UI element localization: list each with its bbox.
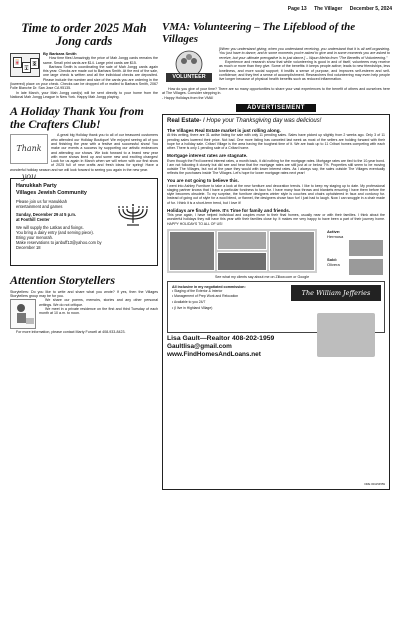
vma-paragraph: How do you give of your time? There are so many opportunities to share your vast experiences to the benefit of others and ourselves here at The Villages. Consider stepping in. <box>162 87 390 96</box>
ad-heading: You are not going to believe this. <box>167 178 239 184</box>
home-photo <box>217 231 267 250</box>
storytellers-paragraph: We share our poems, memoirs, stories and any other personal writings. We do not critique. <box>39 298 158 307</box>
hanukkah-date: Sunday, December 29 at 5 p.m. <box>16 212 76 218</box>
holiday-headline: A Holiday Thank You from the Crafters Club! <box>10 104 144 131</box>
page-number: Page 13 <box>287 6 307 12</box>
vma-article <box>162 22 390 100</box>
commission-item: • (I live in Highland Village) <box>172 306 380 312</box>
hanukkah-line: You bring a dairy entry (and serving piece). <box>16 230 94 236</box>
thank-you-image: Thank you <box>10 134 48 164</box>
brokerage-logo: The William Jefferies <box>291 285 381 301</box>
agent-website: www.FindHomesAndLoans.net <box>167 350 261 358</box>
mahjong-article <box>10 22 158 99</box>
zillow-review-line: See what my clients say about me on Zillow.com or Google <box>215 274 310 279</box>
agent-email: Gaultlisa@gmail.com <box>167 342 232 350</box>
storytellers-article <box>10 274 158 334</box>
ad-heading: Mortgage interest rates are stagnate. <box>167 153 248 159</box>
mahjong-paragraph: How time flies! Amazingly the price of Mah Jongg cards remains the same. Small print cards are $14. Large print cards are $15. <box>43 56 158 65</box>
commission-item: • Staging of the Exterior & Interior <box>172 289 380 295</box>
hanukkah-subtitle: Villages Jewish Community <box>16 189 87 196</box>
storytellers-paragraph: Storytellers: Do you like to write and share what you wrote? If yes, then the Villages Storytellers group may be for you. <box>10 289 158 298</box>
mahjong-byline: By Barbara Smith <box>43 51 77 57</box>
home-photo-collage <box>167 229 317 273</box>
vma-headline: VMA: Volunteering – The Lifeblood of the Villages <box>162 21 356 45</box>
ad-paragraph: I went into Ashley Furniture to take a look at the new furniture and decoration trends. I like to keep my staging up to date. My professional staging partner knows that I have a particular fondness to faux fur. I have many faux throws and blankets ensuring I have them before the style becomes obsolete. To my surprise, the furniture designers winter style is couches and chairs upholstered in faux and corduroy fur. Instead of going out of style for a wool blend, or flannel, the designers chose faux fur! I just had to laugh. Now I can snuggle in a chair made of fur. I think it is a short-term trend, but I love it! <box>167 183 385 205</box>
hanukkah-title: Hanukkah Party <box>16 183 57 190</box>
ad-intro-italic: I Hope your Thanksgiving day was delicious! <box>201 117 322 124</box>
vma-paragraph: Experience and research show that while volunteering is good in and of itself, volunteers may receive as much or more than they give. Some of the benefits: it keeps people active; leads to new friendships, less loneliness, and more social support; it instills a sense of purpose, and improves self-esteem and self-confidence; and they feel a sense of accomplishment. Researchers find volunteering may even help people live longer because of physical health benefits such as reduced inflammation. <box>219 59 390 82</box>
mahjong-tile-icon: 🀄 <box>13 57 22 68</box>
sold-city: Olivera <box>327 261 340 267</box>
mahjong-tiles-image <box>10 53 40 77</box>
advertisement-banner: ADVERTISEMENT <box>236 104 316 112</box>
ad-paragraph: At this writing, there are 31 active listing for sale with only 11 pending sales. Sales have picked up slightly from 2 weeks ago. Only 3 of 11 pending sales lowered their price. Not bad. One more listing has canceled last week as most of the sellers are holding forward with their hope for a holiday sale. Cribari Village is the area having the toughest time of it. We are back up to 11 Cribari homes competing with each other. There is only 1 pending sale of a Cribari home. <box>167 133 385 150</box>
commission-title: All inclusive in my negotiated commission: <box>172 284 246 289</box>
storytellers-paragraph: For more information, please contact Marty Funcell at 408-933-8423. <box>16 330 126 335</box>
storyteller-figure-image <box>10 299 36 329</box>
active-city: Hermosa <box>327 233 344 239</box>
menorah-icon <box>115 201 151 227</box>
issue-date: December 5, 2024 <box>349 6 392 12</box>
volunteer-badge-image <box>162 48 216 86</box>
mahjong-headline: Time to order 2025 Mah Jong cards <box>21 21 147 49</box>
ad-intro-bold: Real Estate- <box>167 117 202 124</box>
real-estate-ad <box>162 114 390 490</box>
mahjong-paragraph: Barbara Smith is coordinating the sale of Mah Jongg cards again this year. Checks are made out to Barbara Smith. At the end of the sale, one large check is written and all the individual checks are deposited. Please include the number and size of the cards you are ordering in the (lowered) place on your check. Checks can be dropped off or mailed to Barbara Smith, 2067 Folle Blanche Dr. San Jose CA 95135. <box>10 64 158 91</box>
hanukkah-line: We will supply the Latkas and fixings. <box>16 225 84 231</box>
hanukkah-notice <box>10 178 158 266</box>
listing-status <box>327 228 385 267</box>
ad-heading: Holidays are finally here. It's Time for family and friends. <box>167 207 291 213</box>
ad-intro <box>167 118 385 125</box>
home-photo <box>217 252 267 271</box>
active-house-photo <box>349 240 383 256</box>
left-column <box>10 22 158 335</box>
page-header <box>250 6 392 16</box>
hanukkah-line: December 18 <box>16 245 41 251</box>
mahjong-paragraph: In late March, your Mah Jongg card(s) will be sent directly to your home from the National Mah Jongg League in New York. Happy Mah Jongg playing. <box>10 90 158 99</box>
paper-name: The Villager <box>314 6 343 12</box>
ad-heading: The Villages Real Estate market is just rolling along. <box>167 127 281 133</box>
holiday-paragraph: A great big Holiday thank you to all of our treasured customers who attended our Holiday Boutique! We enjoyed seeing all of you and finishing the year with a festive and successful show! You make our events a success by supporting our artistic endeavors and attending our shows. We look forward to a brand new year with more shows lined up and some new and exciting changes! Look for us again in March when we will return with our first show of 2025 full of new crafts and fresh ideas for spring! Have a wonderful holiday season and we will look forward to seeing you again in the new year. <box>10 133 158 172</box>
listing-photos <box>167 229 385 279</box>
home-photo <box>169 231 215 271</box>
right-column <box>162 22 390 490</box>
writer-icon <box>11 300 37 330</box>
storytellers-paragraph: We meet in a private residence on the first and third Tuesday of each month at 10 a.m. to noon. <box>39 306 158 316</box>
volunteer-badge-label: VOLUNTEER <box>172 74 206 81</box>
hanukkah-line: Make reservations to janbuff13@yahoo.com by <box>16 240 102 246</box>
ad-paragraph: This year again, I have helped individual and couples move to their final homes, usually near or with their families. I think about the wonderful holidays they will have this year with their families close by. It makes me very happy to have been a part of their journey home. HAPPY HOLIDAYS TO ALL OF US! <box>167 213 385 226</box>
hanukkah-line: entertainment and games <box>16 204 63 210</box>
hanukkah-location: at Foothill Center <box>16 217 50 223</box>
vma-quote: [When you understand giving; when you understand receiving, you understand that it is all self-organizing. You just have to dance, and in some moments you're asked to give and in some moments you are asked to receive, but your ultimate prerogative is to just dance.] – Nipun Mehta from "The Benefits of Volunteering." <box>219 47 390 60</box>
hanukkah-line: Bring your menorah. <box>16 235 54 241</box>
holiday-article <box>10 104 158 182</box>
ad-paragraph: Even though the Fed lowered interest rates, a month back, it did nothing for the mortgage rates. Mortgage rates are tied to the 10-year bond. I am not following it closely but did see and hear that the mortgage rates are still just at or below 7%. Properties still seem to be moving outside The Villages, but not at the pace they would with lower interest rates. As I always say, the sales outside The Villages eventually reflects the purchases inside The Villages. Let's hope for lower mortgage rates next year! <box>167 158 385 176</box>
agent-portrait <box>317 313 375 357</box>
agent-name-phone: Lisa Gault—Realtor 408-202-1959 <box>167 334 275 342</box>
commission-item: • Available to you 24/7 <box>172 300 380 306</box>
dre-number: DRE #01154559 <box>364 481 385 486</box>
active-label: Active: <box>327 228 341 234</box>
hanukkah-line: Please join us for Hanukkah <box>16 199 67 205</box>
sold-house-photo <box>349 259 383 275</box>
storytellers-headline: Attention Storytellers <box>10 273 116 288</box>
home-photo <box>269 231 315 271</box>
commission-item: • Management of Prep Work and Relocation <box>172 294 380 300</box>
sold-label: Sold: <box>327 256 337 262</box>
mahjong-tile-icon: 🀙 <box>30 58 39 69</box>
vma-signoff: - Happy Holidays from the VMA! <box>162 95 214 100</box>
mahjong-tile-icon: 🀇 <box>22 62 31 73</box>
